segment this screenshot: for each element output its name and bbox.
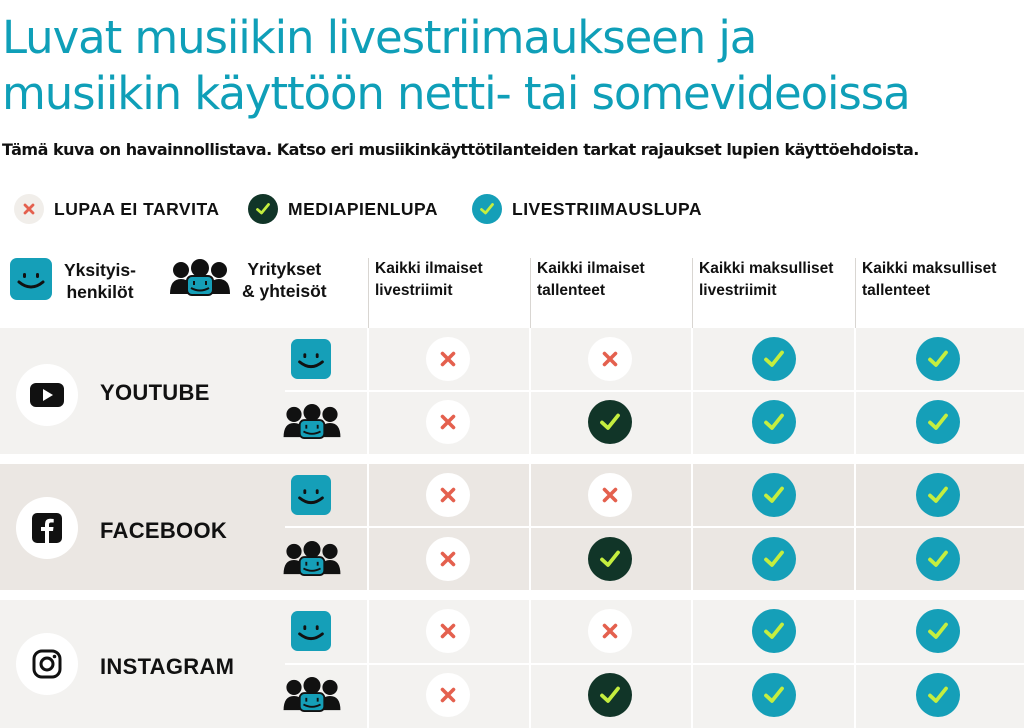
subtitle: Tämä kuva on havainnollistava. Katso eri musiikinkäyttötilanteiden tarkat rajaukset lupien käyttöehdoista. <box>2 140 919 159</box>
column-header-free-livestreams: Kaikki ilmaiset livestriimit <box>368 258 530 328</box>
license-cell <box>586 671 634 719</box>
row-divider <box>285 663 1024 665</box>
license-cell <box>424 535 472 583</box>
platform-name-facebook: FACEBOOK <box>100 518 228 543</box>
column-header-paid-livestreams: Kaikki maksulliset livestriimit <box>692 258 855 328</box>
audience-business-label: Yritykset & yhteisöt <box>242 259 327 301</box>
license-cell <box>424 335 472 383</box>
check-icon <box>752 473 796 517</box>
youtube-icon <box>16 364 78 426</box>
x-icon <box>588 473 632 517</box>
check-icon <box>916 609 960 653</box>
license-cell <box>424 398 472 446</box>
column-divider <box>529 328 531 728</box>
check-icon <box>752 400 796 444</box>
license-cell <box>586 335 634 383</box>
license-cell <box>424 607 472 655</box>
license-cell <box>914 607 962 655</box>
legend-label: LUPAA EI TARVITA <box>54 198 220 219</box>
smiley-face-icon <box>291 474 331 516</box>
license-cell <box>750 335 798 383</box>
check-icon <box>916 673 960 717</box>
legend-label: MEDIAPIENLUPA <box>288 198 439 219</box>
title-line-2: musiikin käyttöön netti- tai somevideoissa <box>2 67 910 120</box>
platform-name-instagram: INSTAGRAM <box>100 654 235 679</box>
instagram-icon <box>16 633 78 695</box>
x-icon <box>426 537 470 581</box>
license-cell <box>424 671 472 719</box>
group-icon <box>282 674 342 716</box>
legend-item-mediapienlupa <box>248 192 438 226</box>
x-icon <box>588 337 632 381</box>
row-divider <box>285 526 1024 528</box>
column-header-free-recordings: Kaikki ilmaiset tallenteet <box>530 258 692 328</box>
license-cell <box>750 398 798 446</box>
license-cell <box>914 398 962 446</box>
x-icon <box>588 609 632 653</box>
license-cell <box>750 535 798 583</box>
check-icon <box>752 673 796 717</box>
license-cell <box>586 471 634 519</box>
license-cell <box>586 607 634 655</box>
license-cell <box>586 535 634 583</box>
check-icon <box>588 537 632 581</box>
x-icon <box>426 609 470 653</box>
license-cell <box>424 471 472 519</box>
license-cell <box>914 535 962 583</box>
check-icon <box>248 194 278 224</box>
x-icon <box>426 400 470 444</box>
license-cell <box>750 671 798 719</box>
x-icon <box>14 194 44 224</box>
license-cell <box>914 471 962 519</box>
license-cell <box>750 607 798 655</box>
audience-private-label: Yksityis- henkilöt <box>64 260 136 302</box>
page-title <box>2 10 1022 122</box>
x-icon <box>426 673 470 717</box>
check-icon <box>752 337 796 381</box>
check-icon <box>588 673 632 717</box>
license-cell <box>586 398 634 446</box>
row-divider <box>285 390 1024 392</box>
group-icon <box>282 401 342 443</box>
license-cell <box>750 471 798 519</box>
license-cell <box>914 671 962 719</box>
column-divider <box>691 328 693 728</box>
smiley-face-icon <box>291 610 331 652</box>
group-icon <box>282 538 342 580</box>
group-icon <box>170 259 230 301</box>
check-icon <box>916 473 960 517</box>
check-icon <box>472 194 502 224</box>
check-icon <box>752 609 796 653</box>
check-icon <box>916 337 960 381</box>
check-icon <box>916 400 960 444</box>
smiley-face-icon <box>291 338 331 380</box>
column-header-paid-recordings: Kaikki maksulliset tallenteet <box>855 258 1024 328</box>
license-cell <box>914 335 962 383</box>
audience-business-header <box>170 258 327 302</box>
column-divider <box>854 328 856 728</box>
x-icon <box>426 473 470 517</box>
legend-label: LIVESTRIIMAUSLUPA <box>512 198 702 219</box>
check-icon <box>752 537 796 581</box>
audience-private-header <box>10 258 136 304</box>
column-divider <box>367 328 369 728</box>
legend-item-livestriimauslupa <box>472 192 702 226</box>
check-icon <box>916 537 960 581</box>
x-icon <box>426 337 470 381</box>
title-line-1: Luvat musiikin livestriimaukseen ja <box>2 11 757 64</box>
smiley-face-icon <box>10 258 52 304</box>
platform-name-youtube: YOUTUBE <box>100 380 210 405</box>
legend-item-no-license <box>14 192 220 226</box>
check-icon <box>588 400 632 444</box>
facebook-icon <box>16 497 78 559</box>
